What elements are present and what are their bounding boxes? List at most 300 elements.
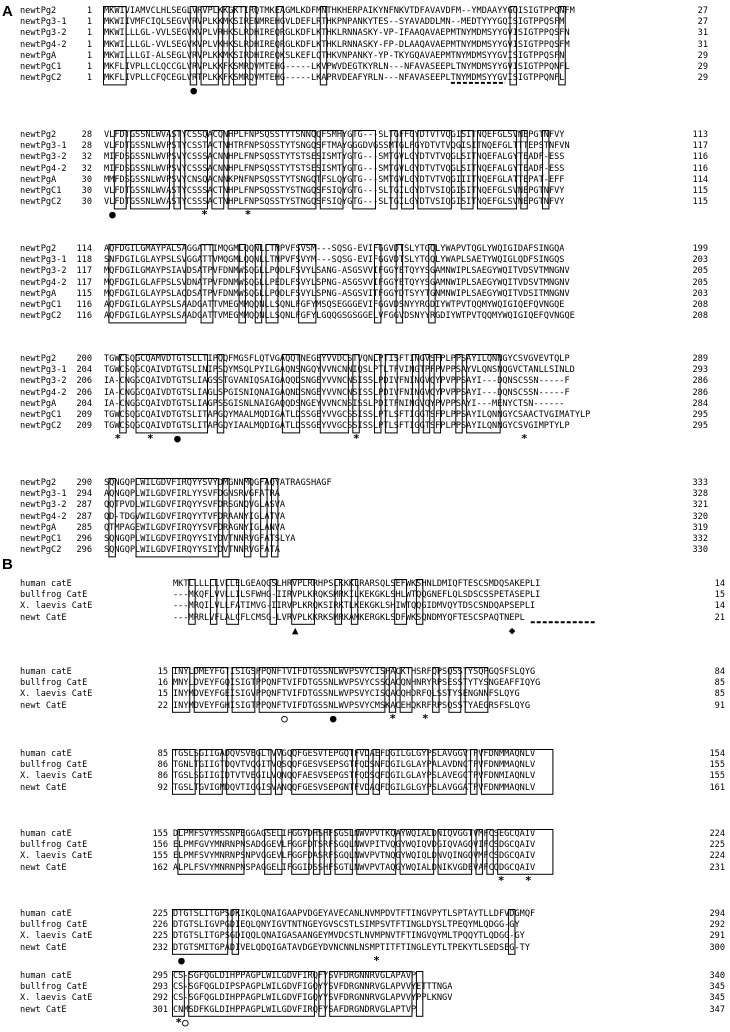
start-position: 295	[152, 971, 168, 981]
end-position: 116	[692, 163, 708, 174]
sequence-name: X. laevis CatE	[20, 851, 93, 862]
sequence-row	[0, 388, 730, 399]
start-position: 30	[81, 197, 92, 208]
marker-row	[0, 713, 730, 725]
sequence-row	[0, 771, 730, 782]
end-position: 224	[709, 829, 725, 839]
sequence-name: newtPgA	[20, 288, 57, 299]
residue-sequence: MIFDSGSSNLWVPSVYCSSSACNNHPLFNPSQSSTYTSTSESISMTYGTG---SMTGVLGYDTVTVQGLSITNQEFALGYTEADF-ESS	[104, 163, 565, 174]
end-position: 225	[709, 840, 725, 851]
end-position: 294	[709, 909, 725, 919]
residue-sequence: MKTLLLLLLVLLELGEAQGSLHRVPLRRHPSLKKKLRARSQLSEFWKSHNLDMIQFTESCSMDQSAKEPLI	[173, 579, 541, 589]
sequence-row	[0, 40, 730, 51]
sequence-name: newtPg2	[20, 6, 57, 16]
start-position: 226	[152, 920, 168, 931]
sequence-row	[0, 186, 730, 197]
start-position: 204	[76, 398, 92, 409]
site-marker: *	[353, 432, 360, 446]
end-position: 14	[714, 601, 725, 612]
sequence-row	[0, 175, 730, 186]
end-position: 328	[692, 489, 708, 500]
site-marker: *	[422, 711, 429, 725]
sequence-row	[0, 376, 730, 387]
sequence-row	[0, 920, 730, 931]
start-position: 292	[152, 993, 168, 1004]
alignment-block	[0, 971, 730, 1032]
sequence-row	[0, 365, 730, 376]
sequence-row	[0, 523, 730, 534]
end-position: 27	[697, 17, 708, 28]
start-position: 301	[152, 1004, 168, 1015]
start-position: 1	[86, 50, 92, 61]
end-position: 332	[692, 534, 708, 544]
residue-sequence: ELPMFSVYMNRNPSNPVGGEVLFGGFDASRFSGQLNWVPVTNQGYWQIQLDNVQINGQVMFCSDGCQAIV	[173, 851, 536, 862]
sequence-row	[0, 141, 730, 152]
end-position: 14	[714, 579, 725, 589]
alignment-block	[0, 3, 730, 100]
start-position: 296	[76, 545, 92, 556]
sequence-row	[0, 152, 730, 163]
panel-letter-b: B	[2, 556, 13, 573]
start-position: 117	[76, 266, 92, 277]
start-position: 287	[76, 500, 92, 511]
sequence-name: newtPgC2	[20, 545, 62, 556]
start-position: 1	[86, 17, 92, 28]
site-marker: *	[497, 873, 505, 887]
sequence-name: bullfrog CatE	[20, 760, 88, 771]
end-position: 284	[692, 398, 708, 409]
sequence-row	[0, 534, 730, 545]
sequence-name: newtPg3-1	[20, 141, 67, 152]
sequence-name: human catE	[20, 579, 72, 589]
start-position: 209	[76, 421, 92, 432]
end-position: 320	[692, 511, 708, 522]
end-position: 84	[714, 667, 725, 677]
end-position: 154	[709, 749, 725, 759]
end-position: 203	[692, 255, 708, 266]
start-position: 117	[76, 277, 92, 288]
site-marker: ◆	[508, 623, 516, 637]
residue-sequence: TGWCSQGCQAIVDTGTSLITAPGQYIAALMQDIGATLDSSGEYVVGCSSISSLPTLSFTIGGTSFPLPPSAYILQNNGYCSVGIMPTYLP	[104, 421, 570, 432]
site-marker: ●	[329, 711, 337, 725]
marker-row	[0, 433, 730, 445]
sequence-name: bullfrog CatE	[20, 840, 88, 851]
start-position: 206	[76, 387, 92, 398]
end-position: 31	[697, 39, 708, 50]
residue-sequence: AQNGQPLWILGDVFIRLYYSVFDGNSRVGFATRA	[104, 489, 280, 500]
residue-sequence: IA-CNGGCQAIVDTGTSLIAGPSSGISNLNAIGAQQDSNGEYVVNCNSISSLPDITFNINGVQYPVPPSAYI---MENYCTSN------	[104, 398, 565, 409]
sequence-name: human catE	[20, 909, 72, 919]
sequence-name: newtPgC1	[20, 300, 62, 310]
sequence-row	[0, 289, 730, 300]
marker-row	[0, 875, 730, 887]
sequence-name: newtPg3-1	[20, 489, 67, 500]
residue-sequence: DTGTSLITGPSDKIKQLQNAIGAAPVDGEYAVECANLNVMPDVTFTINGVPYTLSPTAYTLLDFVDGMQF	[173, 909, 536, 919]
sequence-name: newtPgC2	[20, 73, 62, 84]
sequence-name: bullfrog CatE	[20, 982, 88, 993]
sequence-row	[0, 130, 730, 141]
marker-row	[0, 1017, 730, 1029]
start-position: 15	[157, 667, 168, 677]
sequence-row	[0, 943, 730, 954]
site-marker: ●	[109, 208, 116, 222]
sequence-name: newtPg3-2	[20, 500, 67, 511]
residue-sequence: MKWILLLGL-VVLSEGVKVPLVKHKSLRDHIREQRGLKDFLKTHKLRNNASKY-FP-DLAAQAVAEPMTNYMDMSYYGVISIGTPPQSFM	[104, 39, 570, 50]
residue-sequence: MKFLIVPLLCLQCCGLVRVPLKKFKSMRQVMTEHG-----LKVPWVDEGTKYRLN---NFAVASEEPLTNYMDMSYYGVISIGTPPQNFL	[104, 62, 570, 72]
sequence-row	[0, 197, 730, 208]
sequence-name: newtPg2	[20, 244, 57, 254]
sequence-row	[0, 62, 730, 73]
start-position: 115	[76, 288, 92, 299]
start-position: 162	[152, 862, 168, 873]
site-marker: ▲	[291, 623, 299, 637]
sequence-name: newtPg4-2	[20, 387, 67, 398]
sequence-row	[0, 244, 730, 255]
end-position: 289	[692, 354, 708, 364]
sequence-row	[0, 689, 730, 700]
start-position: 28	[81, 141, 92, 152]
sequence-name: newtPg3-2	[20, 28, 67, 39]
start-position: 204	[76, 365, 92, 376]
end-position: 205	[692, 266, 708, 277]
end-position: 199	[692, 244, 708, 254]
end-position: 231	[709, 862, 725, 873]
sequence-name: newt CatE	[20, 782, 67, 793]
sequence-row	[0, 478, 730, 489]
sequence-name: newtPg3-2	[20, 266, 67, 277]
residue-sequence: MNYLDVEYFGQISIGTPPQNFTVIFDTGSSNLWVPSVYCSSQACQNHNRYRPSESSTYTYSNGEAFFIQYG	[173, 678, 541, 689]
residue-sequence: QQTPVDLWILGDVFIRQYYSVFDRSGNQVGLASVA	[104, 500, 286, 511]
sequence-name: newtPgC1	[20, 62, 62, 72]
residue-sequence: AQFDGILGLAYPSLSAADGATTVMEGMMQQNLLSQNLFGFYLGQQGSGSGGELVFGGVDSNYYRGDIYWTPVTQQMYWQIGIQEFQVNGQE	[104, 311, 575, 322]
sequence-row	[0, 73, 730, 84]
residue-sequence: QTMPAGEWILGDVFIRQYYSVFDRAGNYIGLANVA	[104, 522, 286, 533]
sequence-row	[0, 1005, 730, 1016]
end-position: 85	[714, 689, 725, 700]
start-position: 294	[76, 489, 92, 500]
end-position: 286	[692, 376, 708, 387]
site-marker: *	[114, 432, 122, 446]
sequence-name: newtPg3-1	[20, 365, 67, 376]
site-marker: ○	[281, 711, 288, 725]
sequence-row	[0, 701, 730, 712]
residue-sequence: SNFDGILGLAYPSLSVGGATTVMQGMLQQNLLTNPVFSVYM---SQSG-EVIFGGVDTSLYTGQLYWAPLSAETYWQIGLQDFSINGQS	[104, 255, 565, 266]
sequence-row	[0, 545, 730, 556]
start-position: 287	[76, 511, 92, 522]
sequence-row	[0, 613, 730, 624]
end-position: 115	[692, 186, 708, 196]
end-position: 203	[692, 288, 708, 299]
sequence-name: bullfrog CatE	[20, 678, 88, 689]
residue-sequence: ALPLFSVYMNRNPNSPAGGELIFGGIDSSHFSGTLNWVPVTAQGYWQIALDNIKVGDEVAFCQDGCQAIV	[173, 862, 536, 873]
end-position: 113	[692, 130, 708, 140]
sequence-row	[0, 590, 730, 601]
alignment-block	[0, 667, 730, 728]
residue-sequence: VLFDTGSSNLWVPSTYCSSTACTNHTRFNPSQSSTYTSNGQSFTMAYGGGDVGSSMTGLFGYDTVTVQGISITNQEFGLTTTEPSTNFVN	[104, 141, 570, 152]
sequence-name: newtPgA	[20, 50, 57, 61]
sequence-name: newtPg4-2	[20, 511, 67, 522]
alignment-block	[0, 478, 730, 572]
residue-sequence: ---MRRLVFLALCFLCMSG-LVRVPLKKRKSMRKAMKERGKLSDFWKSQNDMYQFTESCSPAQTNEPL	[173, 612, 525, 623]
start-position: 86	[157, 771, 168, 782]
start-position: 86	[157, 760, 168, 771]
end-position: 21	[714, 612, 725, 623]
sequence-row	[0, 354, 730, 365]
end-position: 345	[709, 982, 725, 993]
site-marker: ●	[190, 84, 198, 98]
residue-sequence: DLPMFSVYMSSNPEGGAGSELIFGGYDHSHFSGSLNWVPVTKQAYWQIALDNIQVGGTVMFCSEGCQAIV	[173, 829, 536, 839]
sequence-row	[0, 28, 730, 39]
end-position: 29	[697, 62, 708, 72]
residue-sequence: TGSLSGIIGADQVSVEGLTVVGQQFGESVTEPGQTFVDAEFDGILGLGYPSLAVGGVTPVFDNMMAQNLV	[173, 749, 536, 759]
start-position: 1	[86, 73, 92, 84]
sequence-row	[0, 266, 730, 277]
residue-sequence: INYMDVEYFGHISIGTPPQNFTVIFDTGSSNLWVPSVYCMSKACEHQKRFRPSQSSTYAEGRSFSLQYG	[173, 700, 530, 711]
end-position: 224	[709, 851, 725, 862]
sequence-row	[0, 760, 730, 771]
marker-row	[0, 209, 730, 221]
sequence-row	[0, 783, 730, 794]
end-position: 333	[692, 478, 708, 488]
alignment-block	[0, 909, 730, 970]
sequence-row	[0, 300, 730, 311]
start-position: 22	[157, 700, 168, 711]
sequence-row	[0, 51, 730, 62]
site-marker: ●	[174, 432, 181, 446]
sequence-row	[0, 489, 730, 500]
sequence-name: newtPgA	[20, 522, 57, 533]
residue-sequence: IA-CNGGCQAIVDTGTSLIAGSSTGVANIQSAIGAQQDSNGEYVVNCNSISSLPDIVFNINGVQYPVPPSAYI---DQNSCSSN-----F	[104, 376, 570, 387]
end-position: 85	[714, 678, 725, 689]
end-position: 295	[692, 421, 708, 432]
residue-sequence: TGWCSQGCQAIVDTGTSLITAPGQYMAALMQDIGATLDSSGEYVVGCSSISSLPTLSFTIGGTSFPLPPSAYILQNNGYCSAACTVGIMATYLP	[104, 410, 591, 420]
sequence-row	[0, 278, 730, 289]
start-position: 1	[86, 62, 92, 72]
sequence-name: newt CatE	[20, 942, 67, 953]
marker-row	[0, 323, 730, 335]
sequence-name: newtPg3-2	[20, 152, 67, 163]
start-position: 232	[152, 942, 168, 953]
end-position: 155	[709, 771, 725, 782]
end-position: 292	[709, 920, 725, 931]
alignment-block	[0, 749, 730, 810]
start-position: 155	[152, 829, 168, 839]
start-position: 285	[76, 522, 92, 533]
residue-sequence: MMFDSGSSNLWVPSVYCNSQACNNKPNFNPSQSSTYTSNGQTFSLQYGTG---SMTGVLGYDTVTVQGIIITNQEFGLATTEPAT-EFF	[104, 174, 565, 185]
sequence-name: newtPgA	[20, 174, 57, 185]
residue-sequence: CS-SGFQGLDIHPPAGPLWILGDVFIGQYYSVFDRGNNRVGLAPVVYPPLKNGV	[173, 993, 453, 1004]
end-position: 117	[692, 141, 708, 152]
site-marker: *	[201, 208, 208, 222]
sequence-name: X. laevis CatE	[20, 931, 93, 942]
residue-sequence: IA-CNGGCQAIVDTGTSLIAGLSPGISNIQNAIGAQNDSNGEYVVNCNSISSLPDIVFNINGVQYPVPPSAYI---DQNSCSSN-----F	[104, 387, 570, 398]
residue-sequence: VLFDTGSSNLWVASTYCSSSACTNHPLFNPSQSSTYSTNGQSFSIQYGTG---SLTGILGYDTVSIQGISITNQEFGLSVNEPGTNFVY	[104, 197, 565, 208]
sequence-row	[0, 421, 730, 432]
sequence-name: newtPgA	[20, 398, 57, 409]
sequence-name: bullfrog CatE	[20, 590, 88, 601]
sequence-name: X. laevis CatE	[20, 689, 93, 700]
end-position: 293	[692, 365, 708, 376]
sequence-row	[0, 255, 730, 266]
marker-row	[0, 955, 730, 967]
sequence-row	[0, 164, 730, 175]
end-position: 300	[709, 942, 725, 953]
site-marker: *	[389, 711, 397, 725]
alignment-block	[0, 130, 730, 224]
residue-sequence: TGSLSGIIGIDTVTVEGILVQNQQFAESVSEPGSTFQDSQFDGILGLAYPSLAVEGCTPVFDNMIAQNLV	[173, 771, 536, 782]
sequence-name: newt CatE	[20, 700, 67, 711]
start-position: 225	[152, 909, 168, 919]
sequence-name: newtPgC1	[20, 186, 62, 196]
sequence-name: newt CatE	[20, 612, 67, 623]
start-position: 1	[86, 28, 92, 39]
start-position: 290	[76, 478, 92, 488]
sequence-name: human catE	[20, 971, 72, 981]
marker-row	[0, 85, 730, 97]
sequence-row	[0, 909, 730, 920]
alignment-block	[0, 354, 730, 448]
sequence-row	[0, 667, 730, 678]
end-position: 345	[709, 993, 725, 1004]
residue-sequence: ELPMFGVYMNRNPNSADGGEVLFGGFDTSRFSGQLNWVPITVQGYWQIQVDGIQVAGQVIFCSDGCQAIV	[173, 840, 536, 851]
sequence-name: newtPgC2	[20, 197, 62, 208]
start-position: 15	[157, 689, 168, 700]
site-marker: ●	[178, 953, 185, 967]
sequence-name: newtPg2	[20, 130, 57, 140]
sequence-row	[0, 840, 730, 851]
sequence-name: X. laevis CatE	[20, 993, 93, 1004]
sequence-row	[0, 500, 730, 511]
residue-sequence: MKFLIVPLLCFQCEGLVRTPLKKFKSMRQVMTEHG-----LKAPRVDEAFYRLN---NFAVASEEPLTNYMDMSYYGVISIGTPPQNFL	[104, 73, 565, 84]
sequence-name: newtPg4-2	[20, 277, 67, 288]
sequence-name: newtPg3-1	[20, 255, 67, 266]
residue-sequence: AQFDGILGLAYPSLSAADGATTVMEGMMQQNLLSQNLFGFYMSQSEGGGEVIFGGVDSNYYRGDIYWTPVTQQMYWQIGIQEFQVNGQE	[104, 300, 565, 310]
start-position: 155	[152, 851, 168, 862]
residue-sequence: SQNGQPLWILGDVFIRQYYSVYDMGNNMQGFAQYATRAGSHAGF	[104, 478, 332, 488]
sequence-name: newtPg2	[20, 354, 57, 364]
start-position: 16	[157, 678, 168, 689]
site-marker: *	[244, 208, 252, 222]
residue-sequence: MKWIIVMFCIQLSEGVVRVPLKKMKSIRENMREHGVLDEFLRTHKPNPANKYTES--SYAVADDLMN--MEDTYYYGQISIGTPPQSFM	[104, 17, 565, 28]
end-position: 114	[692, 174, 708, 185]
residue-sequence: MQFDGILGLAYPSLAQDSATPVFDNMWSQGLLPQDLFSVYLSPNG-ASGSVITFGGYDTSYYTGNMNWIPLSAEGYWQITVDSITMNGNV	[104, 288, 570, 299]
residue-sequence: CNMSDFKGLDIHPPAGPLWILGDVFIRQFYSAFDRGNDRVGLAPTVP	[173, 1004, 417, 1015]
marker-row	[0, 795, 730, 807]
end-position: 91	[714, 700, 725, 711]
sequence-row	[0, 3, 730, 20]
sequence-row	[0, 579, 730, 590]
sequence-row	[0, 512, 730, 523]
residue-sequence: ---MRQILVLLFATIMVG-IIRVPLKRQKSIRKTLKEKGKLSHIWTQQGIDMVQYTDSCSNDQAPSEPLI	[173, 601, 536, 612]
site-marker: *	[373, 953, 380, 967]
sequence-name: newt CatE	[20, 1004, 67, 1015]
sequence-row	[0, 601, 730, 612]
sequence-row	[0, 311, 730, 322]
end-position: 340	[709, 971, 725, 981]
end-position: 321	[692, 500, 708, 511]
sequence-row	[0, 851, 730, 862]
start-position: 118	[76, 255, 92, 266]
start-position: 206	[76, 376, 92, 387]
residue-sequence: TGSLTGVIGMDQVTIGGISVANQQFGESVSEPGNTFVDAQFDGILGLGYPSLAVGGATPVFDNMMAQNLV	[173, 782, 536, 793]
sequence-name: newtPgC2	[20, 421, 62, 432]
end-position: 116	[692, 152, 708, 163]
start-position: 92	[157, 782, 168, 793]
sequence-name: X. laevis CatE	[20, 771, 93, 782]
sequence-name: newtPg3-1	[20, 17, 67, 28]
end-position: 31	[697, 28, 708, 39]
sequence-row	[0, 931, 730, 942]
residue-sequence: MKWILLLGI-ALSEGLVRVPLKKMKSIRDHIREQKSLKEFLQTHKVNPANKY-YP-TKYGQAVAEPMTNYMDMSYYGVISIGTPPQSFN	[104, 50, 565, 61]
site-marker: *	[524, 873, 532, 887]
residue-sequence: MIFDSGSSNLWVPSVYCSSSACNNHPLFNPSQSSTYTSTSESISMTYGTG---SMTGVLGYDTVTVQGLSITNQEFALGYTEADF-ESS	[104, 152, 565, 163]
end-position: 115	[692, 197, 708, 208]
sequence-row	[0, 399, 730, 410]
residue-sequence: INYLDMEYFGTISIGSPPQNFTVIFDTGSSNLWVPSVYCISPACKTHSRFQPSQSSTYSQPGQSFSLQYG	[173, 667, 536, 677]
sequence-name: newtPgC1	[20, 534, 62, 544]
end-position: 291	[709, 931, 725, 942]
sequence-name: newtPgC1	[20, 410, 62, 420]
start-position: 293	[152, 982, 168, 993]
marker-row	[0, 557, 730, 569]
sequence-row	[0, 410, 730, 421]
end-position: 319	[692, 522, 708, 533]
site-marker: *○	[175, 1015, 189, 1029]
marker-row	[0, 625, 730, 637]
residue-sequence: TGWCSQGCQAMVDTGTSLLTIPQQFMGSFLQTVGAQQTNEGEYVVDCSTVQNLPTISFTINGVSFPLPPSAYILQNNGYCSVGVEVTQLP	[104, 354, 570, 364]
sequence-row	[0, 982, 730, 993]
sequence-name: newtPg4-2	[20, 39, 67, 50]
residue-sequence: DTGTSLIGVPGDIEQLQNYIGVTNTNGEYGVSCSTLSIMPSVTFTINGLDYSLTPEQYMLQDGG-GY	[173, 920, 520, 931]
residue-sequence: VLFDTGSSNLWVASTYCSSQACQNHPLFNPSQSSTYTSNNQQFSMHYGTG---SLTGFFGYDTVTVQGISITNQEFGLSVNEPGTNFVY	[104, 130, 565, 140]
end-position: 205	[692, 277, 708, 288]
residue-sequence: ---MKQFLVVLLILSFWHG-IIRVPLKRQKSMRKILKEKGKLSHLWTQQGNEFLQLSDSCSSPETASEPLI	[173, 590, 541, 601]
sequence-name: newtPg2	[20, 478, 57, 488]
end-position: 208	[692, 311, 708, 322]
end-position: 286	[692, 387, 708, 398]
end-position: 161	[709, 782, 725, 793]
sequence-row	[0, 17, 730, 28]
residue-sequence: MKWIVIAMVCLHLSEGLVRVPLKKGKTIRQTMKEAGMLKDFMNTHKHERPAIKYNFNKVTDFAVAVDFM--YMDAAYYGQISIGTPPQNFM	[104, 6, 575, 16]
sequence-row	[0, 678, 730, 689]
residue-sequence: CS-SGFQGLDIHPPAGPLWILGDVFIRQFYSVFDRGNNRVGLAPAVP	[173, 971, 417, 981]
residue-sequence: INYMDVEYFGEISIGVPPQNFTVIFDTGSSNLWVPSVYCISQACQHDRFQLSSTYSENGNNFSLQYG	[173, 689, 520, 700]
start-position: 1	[86, 6, 92, 16]
end-position: 29	[697, 50, 708, 61]
site-marker: *	[147, 432, 154, 446]
alignment-block	[0, 244, 730, 338]
residue-sequence: AQFDGILGMAYPALSAGGATTIMQGMLQQNLLTNPVFSVSM---SQSG-EVIFGGVDTSLYTGQLYWAPVTQGLYWQIGIDAFSINGQA	[104, 244, 565, 254]
residue-sequence: MQFDGILGLAFPSLSVDNATPVFDNMWSQGLLPEDLFSVYLSPNG-ASGSVVIFGGYETQYYSGAMNWIPLSAEGYWQITVDSVTMNGNV	[104, 277, 570, 288]
panel-letter-a: A	[2, 3, 13, 20]
sequence-name: newtPg3-2	[20, 376, 67, 387]
start-position: 209	[76, 410, 92, 420]
alignment-block	[0, 829, 730, 890]
residue-sequence: TGWCSQGCQAIVDTGTSLINIPSQYMSQLPYILGAQNSNGQYVVNCNNIQSLPTLTFVINGTPFPVPPSAYVLQNSNQGVCTANLLSINLD	[104, 365, 575, 376]
sequence-name: human catE	[20, 667, 72, 677]
start-position: 296	[76, 534, 92, 544]
start-position: 85	[157, 749, 168, 759]
residue-sequence: CS-SGFQGLDIPSPAGPLWILGDVFIGQYYSVFDRGNNRVGLAPVVYETTTNGA	[173, 982, 453, 993]
start-position: 28	[81, 130, 92, 140]
start-position: 30	[81, 174, 92, 185]
site-marker: *	[521, 432, 528, 446]
start-position: 30	[81, 186, 92, 196]
start-position: 114	[76, 244, 92, 254]
sequence-row	[0, 863, 730, 874]
residue-sequence: SQNGQPLWILGDVFIRQYYSIYDVTNNRVGFATSLYA	[104, 534, 296, 544]
start-position: 116	[76, 300, 92, 310]
